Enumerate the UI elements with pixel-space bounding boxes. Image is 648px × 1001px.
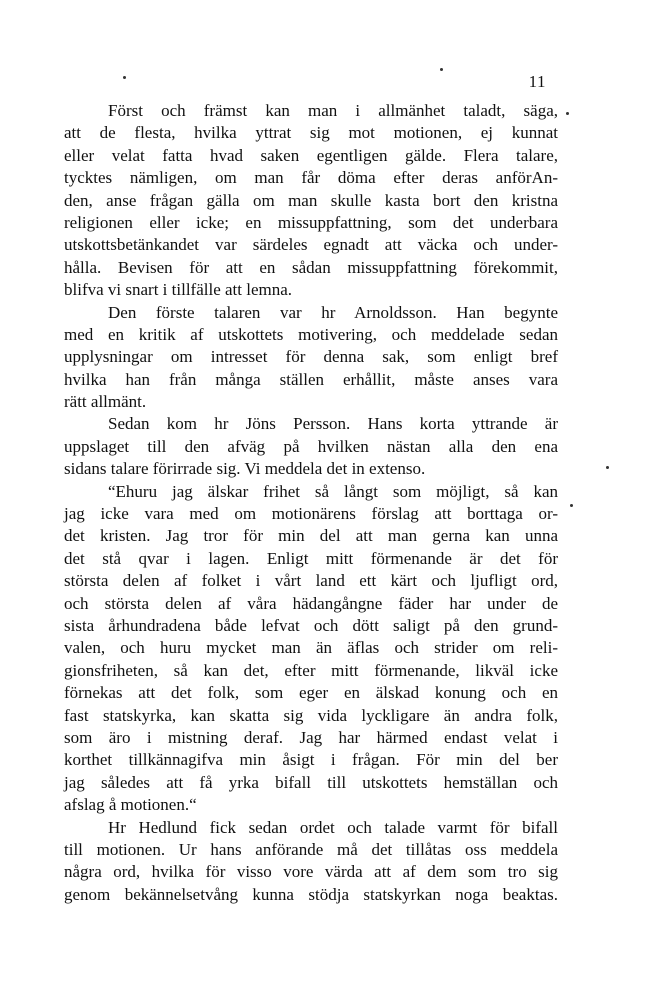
print-speck [123, 76, 126, 79]
text-line: sidans talare förirrade sig. Vi meddela det in extenso. [64, 459, 426, 479]
body-text [64, 100, 558, 906]
text-line: det stå qvar i lagen. Enligt mitt förmenande är det för [64, 548, 558, 568]
text-line: religionen eller icke; en missuppfattning, som det underbara [64, 212, 558, 232]
text-line: jag icke vara med om motionärens förslag att borttaga or- [64, 504, 558, 524]
print-speck [440, 68, 443, 71]
text-line: och största delen af våra hädangångne fäder har under de [64, 593, 558, 613]
text-line: den, anse frågan gälla om man skulle kasta bort den kristna [64, 190, 558, 210]
text-line: till motionen. Ur hans anförande må det tillåtas oss meddela [64, 839, 558, 859]
text-line: största delen af folket i vårt land ett kärt och ljufligt ord, [64, 571, 558, 591]
text-line: att de flesta, hvilka yttrat sig mot motionen, ej kunnat [64, 123, 558, 143]
page-number: 11 [528, 72, 546, 91]
text-line: hvilka han från många ställen erhållit, måste anses vara [64, 369, 558, 389]
text-line: tycktes nämligen, om man får döma efter deras anförAn- [64, 168, 558, 188]
text-line: som äro i mistning deraf. Jag har härmed endast velat i [64, 727, 558, 747]
text-line: hålla. Bevisen för att en sådan missuppfattning förekommit, [64, 257, 558, 277]
text-line: rätt allmänt. [64, 392, 147, 412]
text-line: genom bekännelsetvång kunna stödja statskyrkan noga beaktas. [64, 884, 558, 904]
text-line: det kristen. Jag tror för min del att man gerna kan unna [64, 526, 558, 546]
print-speck [570, 504, 573, 507]
print-speck [606, 466, 609, 469]
text-line: eller velat fatta hvad saken egentligen gälde. Flera talare, [64, 145, 558, 165]
text-line: förnekas att det folk, som eger en älskad konung och en [64, 683, 558, 703]
text-line: gionsfriheten, så kan det, efter mitt förmenande, likväl icke [64, 660, 558, 680]
text-line: Sedan kom hr Jöns Persson. Hans korta yttrande är [108, 414, 558, 434]
text-line: uppslaget till den afväg på hvilken nästan alla den ena [64, 436, 558, 456]
text-line: Hr Hedlund fick sedan ordet och talade varmt för bifall [108, 817, 558, 837]
text-line: korthet tillkännagifva min åsigt i frågan. För min del ber [64, 750, 558, 770]
text-line: utskottsbetänkandet var särdeles egnadt att väcka och under- [64, 235, 558, 255]
text-line: blifva vi snart i tillfälle att lemna. [64, 280, 293, 300]
print-speck [566, 112, 569, 115]
text-line: Först och främst kan man i allmänhet taladt, säga, [108, 101, 558, 120]
text-line: några ord, hvilka för visso vore värda att af dem som tro sig [64, 862, 558, 882]
text-line: “Ehuru jag älskar frihet så långt som möjligt, så kan [108, 481, 558, 501]
text-line: med en kritik af utskottets motivering, och meddelade sedan [64, 324, 558, 344]
text-line: sista århundradena både lefvat och dött saligt på den grund- [64, 615, 558, 635]
text-line: afslag å motionen.“ [64, 795, 197, 815]
text-line: fast statskyrka, kan skatta sig vida lyckligare än andra folk, [64, 705, 558, 725]
text-line: Den förste talaren var hr Arnoldsson. Han begynte [108, 302, 558, 322]
text-line: jag således att få yrka bifall till utskottets hemställan och [64, 772, 558, 792]
text-line: upplysningar om intresset för denna sak, som enligt bref [64, 347, 558, 367]
text-line: valen, och huru mycket man än äflas och strider om reli- [64, 638, 558, 658]
